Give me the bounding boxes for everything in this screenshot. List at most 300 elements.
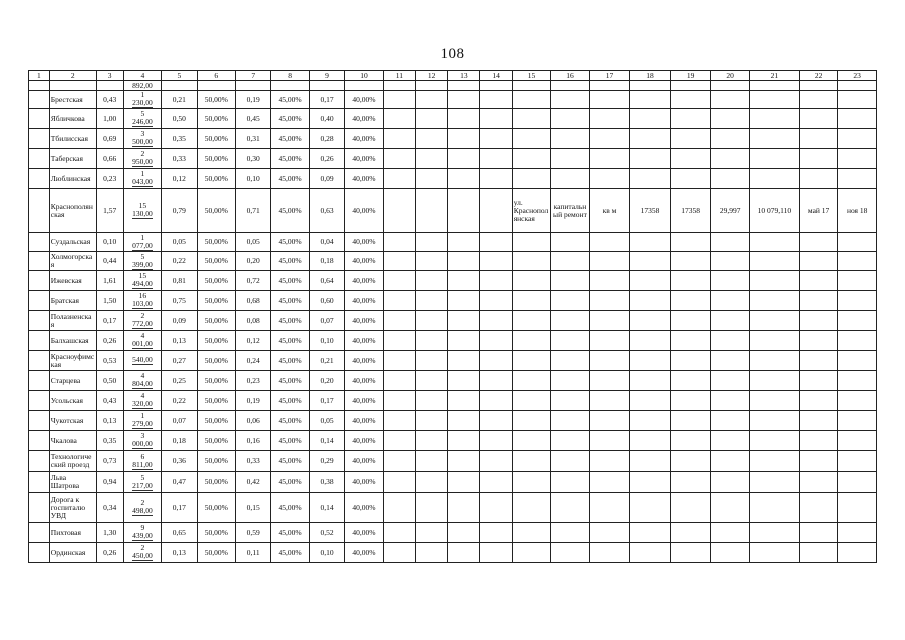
empty-cell [799, 149, 837, 169]
empty-cell [49, 81, 96, 91]
empty-cell [415, 472, 447, 493]
empty-cell [838, 431, 877, 451]
empty-cell [670, 271, 711, 291]
cell-col9: 0,38 [309, 472, 344, 493]
cell-col6-percent: 50,00% [197, 91, 235, 109]
cell-c20: 29,997 [711, 189, 749, 233]
length-remainder: 950,00 [132, 157, 153, 166]
cell-col6-percent: 50,00% [197, 252, 235, 271]
cell-col8-percent: 45,00% [271, 149, 309, 169]
cell-col8-percent: 45,00% [271, 523, 309, 543]
empty-cell [589, 411, 630, 431]
cell-col3: 0,50 [96, 371, 123, 391]
cell-street-name: Усольская [49, 391, 96, 411]
cell-col7: 0,15 [236, 493, 271, 523]
cell-street-name: Дорога к госпиталю УВД [49, 493, 96, 523]
cell-length-m [123, 311, 161, 331]
cell-col3: 0,17 [96, 311, 123, 331]
empty-cell [448, 331, 480, 351]
cell-street-name: Технологический проезд [49, 451, 96, 472]
empty-cell [383, 411, 415, 431]
cell-length-m [123, 252, 161, 271]
empty-cell [480, 371, 512, 391]
header-cell: 8 [271, 71, 309, 81]
empty-cell [589, 431, 630, 451]
length-remainder: 772,00 [132, 319, 153, 328]
length-thousands: 2 [140, 498, 145, 507]
empty-cell [711, 451, 749, 472]
cell-col6-percent: 50,00% [197, 371, 235, 391]
cell-col9: 0,14 [309, 493, 344, 523]
cell-col3: 0,43 [96, 91, 123, 109]
cell-col10-percent: 40,00% [345, 233, 383, 252]
cell-col3: 1,00 [96, 109, 123, 129]
empty-cell [29, 81, 50, 91]
empty-cell [838, 523, 877, 543]
empty-cell [383, 391, 415, 411]
cell-col5: 0,22 [162, 391, 197, 411]
empty-cell [711, 271, 749, 291]
empty-cell [799, 291, 837, 311]
empty-cell [512, 169, 550, 189]
cell-col8-percent: 45,00% [271, 291, 309, 311]
empty-cell [383, 189, 415, 233]
cell-col5: 0,17 [162, 493, 197, 523]
empty-cell [345, 81, 383, 91]
length-thousands: 1 [140, 232, 145, 242]
empty-cell [670, 351, 711, 371]
empty-cell [448, 233, 480, 252]
cell-street-name: Пихтовая [49, 523, 96, 543]
cell-col3: 0,23 [96, 169, 123, 189]
empty-cell [838, 493, 877, 523]
cell-col3: 0,66 [96, 149, 123, 169]
cell-col9: 0,17 [309, 391, 344, 411]
cell-street-name: Братская [49, 291, 96, 311]
empty-cell [415, 543, 447, 563]
cell-col7: 0,06 [236, 411, 271, 431]
empty-cell [551, 431, 589, 451]
empty-cell [415, 129, 447, 149]
empty-cell [799, 271, 837, 291]
empty-cell [799, 523, 837, 543]
empty-cell [589, 391, 630, 411]
empty-cell [415, 431, 447, 451]
cell-length-m [123, 109, 161, 129]
empty-cell [838, 149, 877, 169]
empty-cell [838, 271, 877, 291]
empty-cell [749, 351, 799, 371]
empty-cell [749, 371, 799, 391]
cell-col7: 0,20 [236, 252, 271, 271]
header-cell: 20 [711, 71, 749, 81]
cell-col7: 0,33 [236, 451, 271, 472]
empty-cell [448, 271, 480, 291]
empty-cell [630, 431, 671, 451]
table-row [29, 543, 877, 563]
empty-cell [512, 81, 550, 91]
cell-index [29, 431, 50, 451]
cell-c16: капитальный ремонт [551, 189, 589, 233]
cell-col10-percent: 40,00% [345, 109, 383, 129]
cell-col8-percent: 45,00% [271, 169, 309, 189]
length-remainder: 279,00 [132, 419, 153, 428]
empty-cell [415, 331, 447, 351]
empty-cell [551, 472, 589, 493]
empty-cell [630, 411, 671, 431]
cell-index [29, 371, 50, 391]
empty-cell [799, 91, 837, 109]
length-thousands: 16 [138, 291, 147, 300]
cell-col7: 0,10 [236, 169, 271, 189]
table-row [29, 271, 877, 291]
cell-street-name: Ординская [49, 543, 96, 563]
cell-street-name: Льва Шатрова [49, 472, 96, 493]
table-row [29, 252, 877, 271]
empty-cell [551, 331, 589, 351]
cell-index [29, 391, 50, 411]
empty-cell [838, 543, 877, 563]
cell-col10-percent: 40,00% [345, 431, 383, 451]
page-number: 108 [440, 46, 465, 62]
cell-col7: 0,30 [236, 149, 271, 169]
cell-col10-percent: 40,00% [345, 129, 383, 149]
empty-cell [749, 291, 799, 311]
cell-length-m [123, 189, 161, 233]
cell-col10-percent: 40,00% [345, 523, 383, 543]
header-row [29, 71, 877, 81]
empty-cell [480, 252, 512, 271]
empty-cell [551, 81, 589, 91]
cell-street-name: Краснополянская [49, 189, 96, 233]
empty-cell [448, 149, 480, 169]
empty-cell [448, 91, 480, 109]
empty-cell [749, 543, 799, 563]
header-cell: 23 [838, 71, 877, 81]
length-thousands: 1 [140, 169, 145, 178]
cell-length-m [123, 169, 161, 189]
cell-col7: 0,05 [236, 233, 271, 252]
empty-cell [383, 371, 415, 391]
empty-cell [749, 91, 799, 109]
empty-cell [415, 411, 447, 431]
cell-c18: 17358 [630, 189, 671, 233]
empty-cell [512, 391, 550, 411]
cell-length-m [123, 523, 161, 543]
empty-cell [383, 451, 415, 472]
empty-cell [512, 252, 550, 271]
empty-cell [415, 523, 447, 543]
cell-street-name: Балхашская [49, 331, 96, 351]
cell-col5: 0,36 [162, 451, 197, 472]
empty-cell [589, 523, 630, 543]
cell-col6-percent: 50,00% [197, 109, 235, 129]
cell-street-name: Холмогорская [49, 252, 96, 271]
empty-cell [670, 451, 711, 472]
cell-col10-percent: 40,00% [345, 331, 383, 351]
empty-cell [512, 331, 550, 351]
empty-cell [512, 523, 550, 543]
empty-cell [711, 411, 749, 431]
empty-cell [415, 252, 447, 271]
header-cell: 16 [551, 71, 589, 81]
empty-cell [448, 493, 480, 523]
empty-cell [799, 431, 837, 451]
cell-col6-percent: 50,00% [197, 523, 235, 543]
cell-c15: ул. Краснополянская [512, 189, 550, 233]
empty-cell [711, 233, 749, 252]
empty-cell [799, 451, 837, 472]
empty-cell [711, 371, 749, 391]
cell-col9: 0,09 [309, 169, 344, 189]
header-cell: 5 [162, 71, 197, 81]
cell-col10-percent: 40,00% [345, 311, 383, 331]
empty-cell [415, 149, 447, 169]
empty-cell [711, 91, 749, 109]
length-remainder: 500,00 [132, 137, 153, 146]
empty-cell [670, 472, 711, 493]
empty-cell [480, 91, 512, 109]
empty-cell [589, 129, 630, 149]
empty-cell [480, 391, 512, 411]
cell-c21: 10 079,110 [749, 189, 799, 233]
empty-cell [551, 351, 589, 371]
length-thousands: 2 [140, 149, 145, 158]
length-remainder: 217,00 [132, 480, 153, 490]
cell-length-m [123, 149, 161, 169]
empty-cell [480, 493, 512, 523]
cell-street-name: Ижевская [49, 271, 96, 291]
cell-index [29, 472, 50, 493]
cell-col9: 0,20 [309, 371, 344, 391]
empty-cell [749, 109, 799, 129]
empty-cell [415, 291, 447, 311]
length-thousands: 4 [140, 391, 145, 400]
cell-col3: 0,34 [96, 493, 123, 523]
empty-cell [838, 451, 877, 472]
cell-index [29, 493, 50, 523]
empty-cell [383, 493, 415, 523]
header-cell: 3 [96, 71, 123, 81]
cell-col10-percent: 40,00% [345, 411, 383, 431]
empty-cell [711, 81, 749, 91]
empty-cell [551, 91, 589, 109]
empty-cell [630, 129, 671, 149]
cell-street-name: Старцева [49, 371, 96, 391]
cell-col9: 0,29 [309, 451, 344, 472]
empty-cell [711, 472, 749, 493]
empty-cell [589, 81, 630, 91]
cell-col7: 0,24 [236, 351, 271, 371]
cell-col7: 0,19 [236, 91, 271, 109]
empty-cell [670, 252, 711, 271]
header-cell: 17 [589, 71, 630, 81]
empty-cell [162, 81, 197, 91]
empty-cell [383, 311, 415, 331]
empty-cell [383, 472, 415, 493]
empty-cell [480, 331, 512, 351]
empty-cell [799, 129, 837, 149]
empty-cell [589, 351, 630, 371]
cell-col9: 0,21 [309, 351, 344, 371]
header-cell: 12 [415, 71, 447, 81]
cell-col3: 0,43 [96, 391, 123, 411]
cell-col7: 0,23 [236, 371, 271, 391]
empty-cell [96, 81, 123, 91]
cell-street-name: Чкалова [49, 431, 96, 451]
cell-col8-percent: 45,00% [271, 472, 309, 493]
empty-cell [383, 169, 415, 189]
empty-cell [589, 493, 630, 523]
cell-col5: 0,27 [162, 351, 197, 371]
empty-cell [383, 291, 415, 311]
header-cell: 11 [383, 71, 415, 81]
empty-cell [799, 371, 837, 391]
cell-col8-percent: 45,00% [271, 431, 309, 451]
empty-cell [711, 252, 749, 271]
empty-cell [670, 91, 711, 109]
empty-cell [551, 169, 589, 189]
cell-col8-percent: 45,00% [271, 371, 309, 391]
cell-col5: 0,75 [162, 291, 197, 311]
empty-cell [551, 149, 589, 169]
cell-length-m [123, 129, 161, 149]
empty-cell [670, 129, 711, 149]
cell-col9: 0,17 [309, 91, 344, 109]
empty-cell [551, 233, 589, 252]
empty-cell [670, 169, 711, 189]
cell-col5: 0,12 [162, 169, 197, 189]
empty-cell [749, 431, 799, 451]
cell-length-m [123, 451, 161, 472]
empty-cell [448, 189, 480, 233]
cell-col10-percent: 40,00% [345, 543, 383, 563]
empty-cell [551, 391, 589, 411]
length-thousands: 5 [140, 472, 145, 482]
empty-cell [630, 91, 671, 109]
empty-cell [383, 109, 415, 129]
cell-col9: 0,04 [309, 233, 344, 252]
empty-cell [799, 169, 837, 189]
empty-cell [711, 109, 749, 129]
cell-col8-percent: 45,00% [271, 129, 309, 149]
cell-index [29, 109, 50, 129]
empty-cell [711, 543, 749, 563]
empty-cell [383, 129, 415, 149]
empty-cell [670, 149, 711, 169]
empty-cell [512, 291, 550, 311]
table-row [29, 149, 877, 169]
empty-cell [480, 472, 512, 493]
empty-cell [512, 351, 550, 371]
empty-cell [838, 169, 877, 189]
empty-cell [670, 431, 711, 451]
length-remainder: 494,00 [132, 279, 153, 288]
empty-cell [711, 169, 749, 189]
empty-cell [749, 391, 799, 411]
header-cell: 14 [480, 71, 512, 81]
empty-cell [415, 371, 447, 391]
empty-cell [838, 233, 877, 252]
empty-cell [630, 291, 671, 311]
table-row [29, 129, 877, 149]
empty-cell [630, 149, 671, 169]
empty-cell [480, 129, 512, 149]
cell-col7: 0,68 [236, 291, 271, 311]
length-thousands: 2 [140, 543, 145, 552]
empty-cell [589, 252, 630, 271]
empty-cell [383, 149, 415, 169]
table-row [29, 411, 877, 431]
empty-cell [383, 91, 415, 109]
empty-cell [838, 351, 877, 371]
empty-cell [589, 91, 630, 109]
cell-col9: 0,18 [309, 252, 344, 271]
empty-cell [749, 129, 799, 149]
empty-cell [630, 271, 671, 291]
empty-cell [799, 351, 837, 371]
empty-cell [749, 252, 799, 271]
cell-col10-percent: 40,00% [345, 271, 383, 291]
empty-cell [630, 472, 671, 493]
table-row [29, 169, 877, 189]
table-row [29, 431, 877, 451]
empty-cell [512, 109, 550, 129]
empty-cell [711, 291, 749, 311]
cell-col9: 0,40 [309, 109, 344, 129]
cell-col10-percent: 40,00% [345, 391, 383, 411]
empty-cell [838, 371, 877, 391]
cell-street-name: Суздальская [49, 233, 96, 252]
empty-cell [448, 311, 480, 331]
cell-length-m: 892,00 [123, 81, 161, 91]
cell-index [29, 189, 50, 233]
empty-cell [551, 543, 589, 563]
table-row [29, 81, 877, 91]
empty-cell [383, 271, 415, 291]
empty-cell [749, 523, 799, 543]
cell-col8-percent: 45,00% [271, 391, 309, 411]
empty-cell [589, 149, 630, 169]
header-cell: 4 [123, 71, 161, 81]
cell-length-m [123, 91, 161, 109]
empty-cell [448, 371, 480, 391]
empty-cell [630, 371, 671, 391]
empty-cell [480, 109, 512, 129]
cell-length-m [123, 291, 161, 311]
table-row [29, 351, 877, 371]
length-remainder: 001,00 [132, 339, 153, 348]
length-remainder: 320,00 [132, 399, 153, 408]
cell-col6-percent: 50,00% [197, 129, 235, 149]
length-thousands: 2 [140, 311, 145, 320]
cell-col9: 0,14 [309, 431, 344, 451]
cell-col6-percent: 50,00% [197, 351, 235, 371]
empty-cell [197, 81, 235, 91]
empty-cell [415, 451, 447, 472]
empty-cell [448, 411, 480, 431]
empty-cell [749, 451, 799, 472]
cell-index [29, 252, 50, 271]
empty-cell [670, 543, 711, 563]
empty-cell [838, 331, 877, 351]
cell-col7: 0,72 [236, 271, 271, 291]
empty-cell [799, 109, 837, 129]
empty-cell [799, 252, 837, 271]
empty-cell [711, 149, 749, 169]
empty-cell [480, 233, 512, 252]
empty-cell [415, 311, 447, 331]
